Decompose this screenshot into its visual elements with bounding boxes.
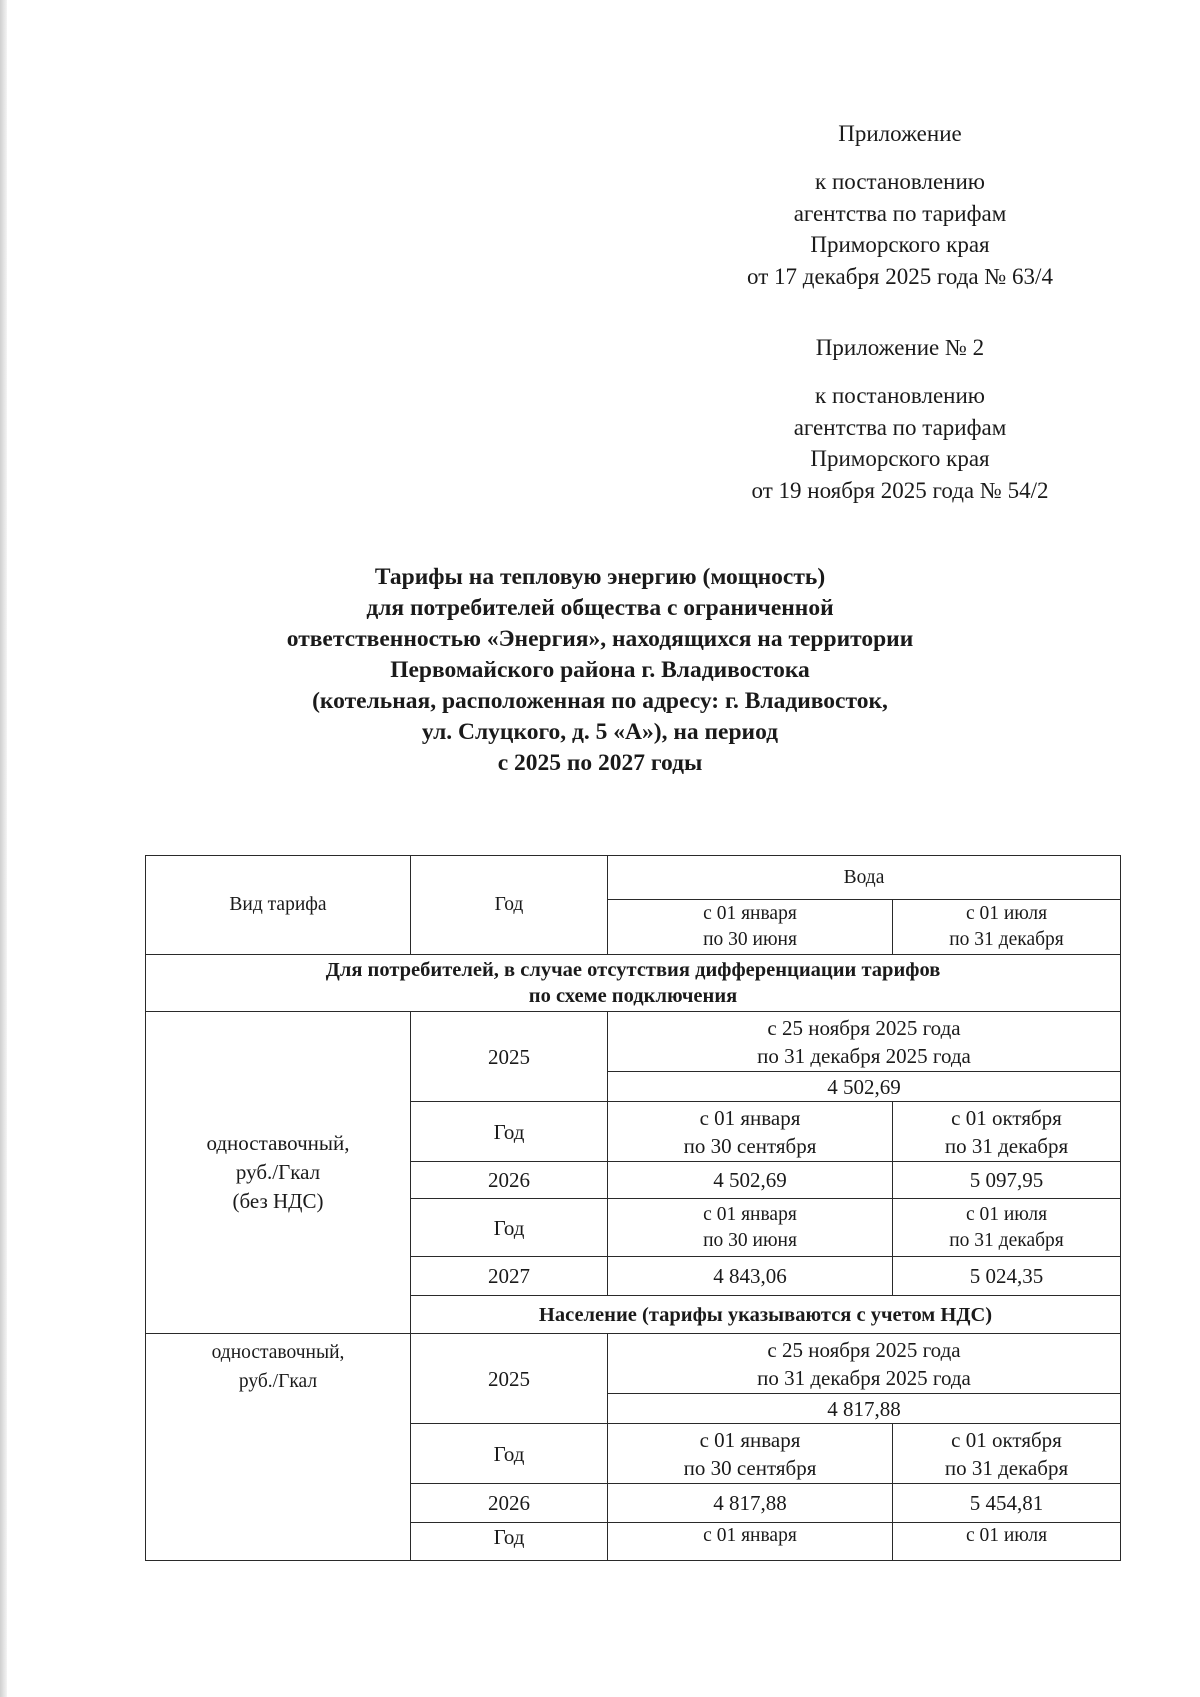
section1-heading xyxy=(146,955,1121,1012)
period-cell xyxy=(893,1424,1121,1484)
title-line: ответственностью «Энергия», находящихся на территории xyxy=(286,626,914,652)
period-line: по 31 декабря xyxy=(944,1133,1069,1158)
year-label-cell: Год xyxy=(411,1102,608,1162)
year-label-cell: Год xyxy=(411,1199,608,1257)
period-cell xyxy=(608,1102,893,1162)
title-line: для потребителей общества с ограниченной xyxy=(366,595,834,621)
title-line: с 2025 по 2027 годы xyxy=(497,750,703,776)
annex2-reference xyxy=(700,380,1100,506)
period-line: с 01 января xyxy=(699,1427,801,1452)
annex2-line: агентства по тарифам xyxy=(793,414,1007,440)
table-header-row xyxy=(146,856,1121,900)
period-line: с 01 января xyxy=(703,1203,797,1225)
period-cell xyxy=(608,1424,893,1484)
period-line: с 01 января xyxy=(703,903,797,924)
period-line: с 25 ноября 2025 года xyxy=(767,1337,961,1362)
value-cell: 4 502,69 xyxy=(608,1162,893,1199)
annex-line: к постановлению xyxy=(815,169,985,194)
annex2-line: от 19 ноября 2025 года № 54/2 xyxy=(751,477,1049,503)
period-line: по 30 сентября xyxy=(683,1133,817,1158)
year-label-cell: Год xyxy=(411,1424,608,1484)
period-line: по 30 июня xyxy=(703,929,797,950)
value-cell: 4 843,06 xyxy=(608,1257,893,1296)
period-line: с 01 октября xyxy=(951,1105,1062,1130)
value-cell: 4 502,69 xyxy=(608,1072,1121,1102)
period-line: по 31 декабря xyxy=(949,929,1064,950)
period-line: по 31 декабря 2025 года xyxy=(757,1365,971,1390)
header-year: Год xyxy=(411,856,608,955)
period-cell: с 01 июля xyxy=(893,1523,1121,1561)
period-line: с 01 января xyxy=(699,1105,801,1130)
title-line: Первомайского района г. Владивостока xyxy=(390,657,810,683)
header-period-1 xyxy=(608,900,893,955)
title-line: ул. Слуцкого, д. 5 «А»), на период xyxy=(421,719,779,745)
period-line: с 01 октября xyxy=(951,1427,1062,1452)
annex2-line: Приморского края xyxy=(810,446,990,471)
kind-line: одноставочный, xyxy=(211,1342,345,1363)
header-period-2 xyxy=(893,900,1121,955)
annex-title: Приложение xyxy=(838,121,962,146)
title-line: Тарифы на тепловую энергию (мощность) xyxy=(374,564,826,590)
period-cell xyxy=(608,1199,893,1257)
kind-line: руб./Гкал xyxy=(235,1160,321,1184)
period-line: по 30 сентября xyxy=(683,1455,817,1480)
table-row xyxy=(146,1012,1121,1072)
value-cell: 5 024,35 xyxy=(893,1257,1121,1296)
year-label-cell: Год xyxy=(411,1523,608,1561)
page-edge-shadow xyxy=(0,0,7,1697)
heading-line: Для потребителей, в случае отсутствия дифференциации тарифов xyxy=(325,959,941,981)
heading-line: по схеме подключения xyxy=(528,985,738,1007)
year-cell: 2025 xyxy=(411,1012,608,1102)
value-cell: 4 817,88 xyxy=(608,1484,893,1523)
period-cell xyxy=(608,1334,1121,1394)
period-line: с 01 июля xyxy=(965,1203,1048,1225)
year-cell: 2027 xyxy=(411,1257,608,1296)
kind-line: одноставочный, xyxy=(206,1131,350,1155)
period-cell xyxy=(608,1012,1121,1072)
section1-tariff-kind xyxy=(146,1012,411,1334)
annex-line: Приморского края xyxy=(810,232,990,257)
value-cell: 5 454,81 xyxy=(893,1484,1121,1523)
kind-line: руб./Гкал xyxy=(238,1371,318,1392)
period-cell xyxy=(893,1199,1121,1257)
title-line: (котельная, расположенная по адресу: г. Владивосток, xyxy=(312,688,888,714)
section2-tariff-kind xyxy=(146,1334,411,1561)
period-line: с 01 июля xyxy=(965,903,1048,924)
period-line: по 31 декабря xyxy=(949,1229,1064,1251)
period-cell: с 01 января xyxy=(608,1523,893,1561)
period-cell xyxy=(893,1102,1121,1162)
period-line: по 30 июня xyxy=(703,1229,797,1251)
year-cell: 2026 xyxy=(411,1162,608,1199)
period-line: по 31 декабря xyxy=(944,1455,1069,1480)
period-line: по 31 декабря 2025 года xyxy=(757,1043,971,1068)
header-water: Вода xyxy=(608,856,1121,900)
period-line: с 25 ноября 2025 года xyxy=(767,1015,961,1040)
table-row xyxy=(146,1334,1121,1394)
kind-line: (без НДС) xyxy=(232,1189,324,1213)
annex-line: от 17 декабря 2025 года № 63/4 xyxy=(747,263,1053,289)
section2-heading: Население (тарифы указываются с учетом НДС) xyxy=(411,1296,1121,1334)
annex-reference xyxy=(700,166,1100,292)
annex-line: агентства по тарифам xyxy=(793,200,1007,226)
section-heading-row xyxy=(146,955,1121,1012)
annex2-title: Приложение № 2 xyxy=(815,335,985,360)
value-cell: 4 817,88 xyxy=(608,1394,1121,1424)
year-cell: 2025 xyxy=(411,1334,608,1424)
year-cell: 2026 xyxy=(411,1484,608,1523)
document-title xyxy=(200,562,1000,779)
value-cell: 5 097,95 xyxy=(893,1162,1121,1199)
tariff-table xyxy=(145,855,1121,1561)
header-kind: Вид тарифа xyxy=(146,856,411,955)
annex2-line: к постановлению xyxy=(815,383,985,408)
